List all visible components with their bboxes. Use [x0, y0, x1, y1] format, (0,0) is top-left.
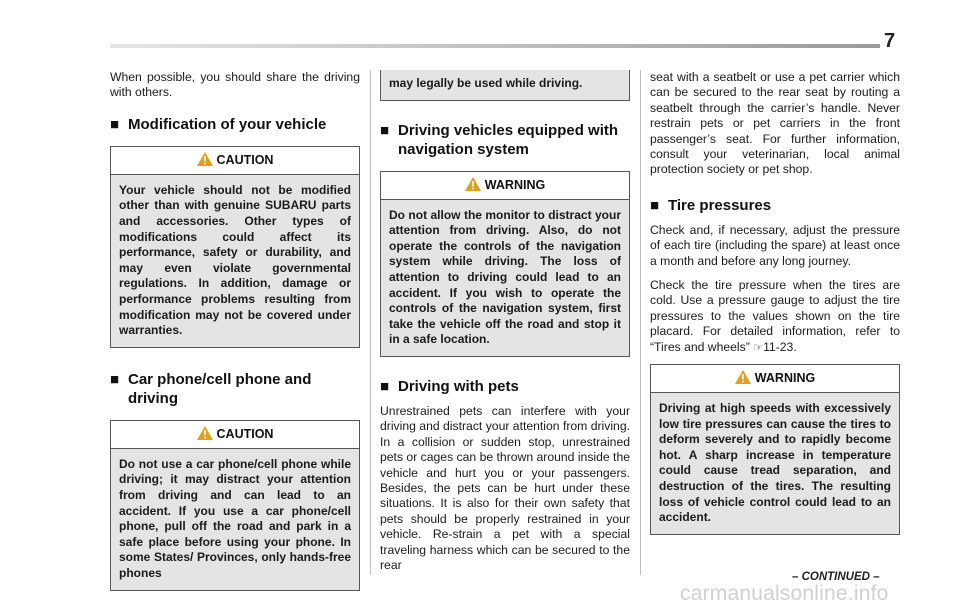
column-3	[650, 70, 900, 543]
caution-text: Your vehicle should not be modified other than with genuine SUBARU parts and accessories. Other types of modifications could affect its performance, safety or durability, and may even violate governmental regulations. In addition, damage or performance problems resulting from modification may not be covered under warranties.	[111, 175, 359, 347]
pets-paragraph: Unrestrained pets can interfere with your driving and distract your attention from driving. In a collision or sudden stop, unrestrained pets or cages can be thrown around inside the vehicle and hurt you or your passengers. Besides, the pets can be hurt under these situations. It is also for their own safety that pets should be properly restrained in your vehicle. Re-strain a pet with a special traveling harness which can be secured to the rear	[380, 403, 631, 572]
tire-paragraph-2	[650, 278, 900, 356]
heading-square-icon: ■	[380, 377, 390, 395]
page-reference-icon: ☞	[753, 341, 764, 354]
caution-box	[110, 420, 360, 591]
section-heading-car-phone	[110, 370, 360, 408]
section-heading-pets	[380, 377, 630, 396]
tire-paragraph-2-text: Check the tire pressure when the tires are cold. Use a pressure gauge to adjust the tire pressures to the values shown on the tire placard. For detailed information, refer to “Tires and wheels”	[650, 278, 900, 354]
tire-paragraph-1: Check and, if necessary, adjust the pressure of each tire (including the spare) at least once a month and before any long journey.	[650, 222, 900, 268]
column-2	[370, 70, 630, 573]
heading-square-icon: ■	[380, 121, 390, 139]
caution-box	[110, 146, 360, 348]
warning-title: WARNING	[754, 371, 816, 386]
heading-text: Tire pressures	[668, 196, 772, 214]
column-divider	[640, 70, 641, 575]
warning-header	[381, 172, 629, 200]
warning-box	[380, 171, 630, 357]
page-number: 7	[884, 30, 896, 52]
section-heading-navigation	[380, 121, 630, 159]
heading-text: Car phone/cell phone and driving	[128, 370, 312, 407]
continued-label: – CONTINUED –	[792, 571, 880, 583]
heading-text: Driving vehicles equipped with navigation system	[398, 121, 619, 158]
column-1	[110, 70, 360, 591]
warning-text: Do not allow the monitor to distract your attention from driving. Also, do not operate the controls of the navigation system while driving. The loss of attention to driving could lead to an accident. If you wish to operate the controls of the navigation system, first take the vehicle off the road and stop it in a safe location.	[381, 200, 629, 356]
heading-text: Modification of your vehicle	[128, 115, 327, 133]
section-heading-tire-pressures	[650, 196, 900, 215]
caution-text: Do not use a car phone/cell phone while driving; it may distract your attention from driving and can lead to an accident. If you use a car phone/cell phone, pull off the road and park in a safe place before using your phone. In some States/ Provinces, only hands-free phones	[111, 449, 359, 590]
warning-triangle-icon	[197, 152, 213, 166]
header-rule	[110, 44, 880, 48]
heading-square-icon: ■	[110, 370, 120, 388]
warning-title: WARNING	[484, 177, 546, 192]
heading-text: Driving with pets	[398, 377, 519, 395]
warning-triangle-icon	[465, 177, 481, 191]
warning-triangle-icon	[735, 370, 751, 384]
page-reference: 11-23.	[763, 339, 797, 354]
watermark: carmanualsonline.info	[680, 582, 889, 605]
warning-box	[650, 364, 900, 535]
caution-continued-box: may legally be used while driving.	[380, 70, 630, 101]
caution-title: CAUTION	[216, 152, 274, 167]
section-heading-modification	[110, 115, 360, 134]
heading-square-icon: ■	[650, 196, 660, 214]
intro-paragraph: When possible, you should share the driving with others.	[110, 70, 360, 100]
warning-header	[651, 365, 899, 393]
caution-header	[111, 421, 359, 449]
warning-text: Driving at high speeds with excessively low tire pressures can cause the tires to deform severely and to rapidly become hot. A sharp increase in temperature could cause tread separation, and destruction of the tires. The resulting loss of vehicle control could lead to an accident.	[651, 393, 899, 534]
caution-title: CAUTION	[216, 426, 274, 441]
pets-continued-paragraph: seat with a seatbelt or use a pet carrier which can be secured to the rear seat by routing a seatbelt through the carrier’s handle. Never restrain pets or pet carriers in the front passenger’s seat. For further information, consult your veterinarian, local animal protection society or pet shop.	[650, 70, 900, 177]
warning-triangle-icon	[197, 426, 213, 440]
heading-square-icon: ■	[110, 115, 120, 133]
caution-header	[111, 147, 359, 175]
